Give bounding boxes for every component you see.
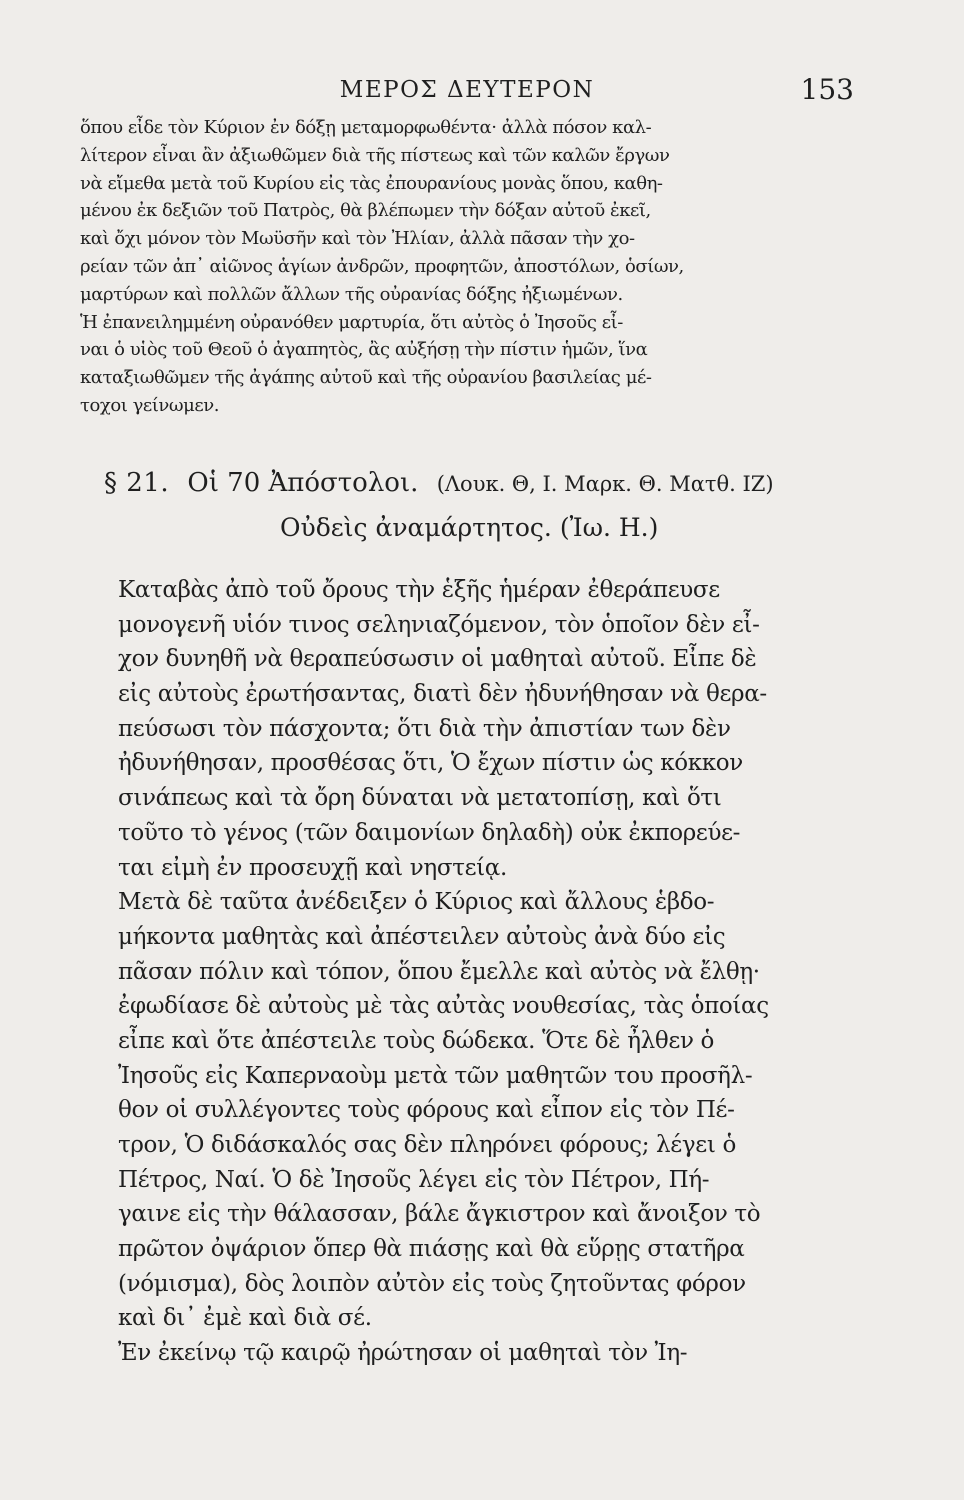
text-line: εἰς αὐτοὺς ἐρωτήσαντας, διατὶ δὲν ἠδυνήθησαν νὰ θερα- <box>118 681 767 708</box>
section-subheading: Οὐδεὶς ἀναμάρτητος. (Ἰω. Η.) <box>280 513 659 542</box>
text-line: μαρτύρων καὶ πολλῶν ἄλλων τῆς οὐρανίας δόξης ἠξιωμένων. <box>80 283 623 305</box>
text-line: νὰ εἴμεθα μετὰ τοῦ Κυρίου εἰς τὰς ἐπουρανίους μονὰς ὅπου, καθη- <box>80 172 663 194</box>
text-line: καὶ δι᾽ ἐμὲ καὶ διὰ σέ. <box>118 1305 372 1332</box>
text-line: Μετὰ δὲ ταῦτα ἀνέδειξεν ὁ Κύριος καὶ ἄλλους ἑβδο- <box>118 889 715 916</box>
text-line: ναι ὁ υἱὸς τοῦ Θεοῦ ὁ ἀγαπητὸς, ἂς αὐξήσῃ τὴν πίστιν ἡμῶν, ἵνα <box>80 339 648 361</box>
text-line: Καταβὰς ἀπὸ τοῦ ὄρους τὴν ἑξῆς ἡμέραν ἐθεράπευσε <box>118 577 720 603</box>
text-line: πᾶσαν πόλιν καὶ τόπον, ὅπου ἔμελλε καὶ αὐτὸς νὰ ἔλθῃ· <box>118 958 760 985</box>
text-line: γαινε εἰς τὴν θάλασσαν, βάλε ἄγκιστρον καὶ ἄνοιξον τὸ <box>118 1201 761 1228</box>
text-line: θον οἱ συλλέγοντες τοὺς φόρους καὶ εἶπον εἰς τὸν Πέ- <box>118 1097 735 1124</box>
text-line: μονογενῆ υἱόν τινος σεληνιαζόμενον, τὸν ὁποῖον δὲν εἶ- <box>118 611 760 638</box>
text-line: εἶπε καὶ ὅτε ἀπέστειλε τοὺς δώδεκα. Ὅτε δὲ ἦλθεν ὁ <box>118 1027 715 1054</box>
text-line: λίτερον εἶναι ἂν ἀξιωθῶμεν διὰ τῆς πίστεως καὶ τῶν καλῶν ἔργων <box>80 144 670 166</box>
running-head: ΜΕΡΟΣ ΔΕΥΤΕΡΟΝ <box>339 77 595 103</box>
section-title: Οἱ 70 Ἀπόστολοι. <box>187 468 419 498</box>
text-line: ρείαν τῶν ἀπ᾽ αἰῶνος ἁγίων ἀνδρῶν, προφητῶν, ἀποστόλων, ὁσίων, <box>80 255 684 277</box>
text-line: καὶ ὄχι μόνον τὸν Μωϋσῆν καὶ τὸν Ἠλίαν, ἀλλὰ πᾶσαν τὴν χο- <box>80 228 635 250</box>
text-line: (νόμισμα), δὸς λοιπὸν αὐτὸν εἰς τοὺς ζητοῦντας φόρον <box>118 1270 746 1297</box>
text-line: μήκοντα μαθητὰς καὶ ἀπέστειλεν αὐτοὺς ἀνὰ δύο εἰς <box>118 923 726 950</box>
text-line: τρον, Ὁ διδάσκαλός σας δὲν πληρόνει φόρους; λέγει ὁ <box>118 1132 736 1158</box>
text-line: χον δυνηθῆ νὰ θεραπεύσωσιν οἱ μαθηταὶ αὐτοῦ. Εἶπε δὲ <box>118 646 757 673</box>
page-number: 153 <box>800 73 854 106</box>
text-line: Ἰησοῦς εἰς Καπερναοὺμ μετὰ τῶν μαθητῶν του προσῆλ- <box>118 1062 753 1089</box>
text-line: ὅπου εἶδε τὸν Κύριον ἐν δόξῃ μεταμορφωθέντα· ἀλλὰ πόσον καλ- <box>80 117 652 138</box>
text-line: ται εἰμὴ ἐν προσευχῇ καὶ νηστείᾳ. <box>118 854 507 881</box>
text-line: Πέτρος, Ναί. Ὁ δὲ Ἰησοῦς λέγει εἰς τὸν Πέτρον, Πή- <box>118 1166 710 1193</box>
text-line: ἠδυνήθησαν, προσθέσας ὅτι, Ὁ ἔχων πίστιν ὡς κόκκον <box>118 750 743 777</box>
body-text <box>118 573 850 1371</box>
text-line: μένου ἐκ δεξιῶν τοῦ Πατρὸς, θὰ βλέπωμεν τὴν δόξαν αὐτοῦ ἐκεῖ, <box>80 200 651 222</box>
page-header <box>80 70 854 110</box>
text-line: τοχοι γείνωμεν. <box>80 394 220 416</box>
text-line: ἐφωδίασε δὲ αὐτοὺς μὲ τὰς αὐτὰς νουθεσίας, τὰς ὁποίας <box>118 993 769 1020</box>
text-line: Ἐν ἐκείνῳ τῷ καιρῷ ἠρώτησαν οἱ μαθηταὶ τὸν Ἰη- <box>118 1340 688 1367</box>
section-reference: (Λουκ. Θ, Ι. Μαρκ. Θ. Ματθ. ΙΖ) <box>436 472 774 496</box>
text-line: πρῶτον ὀψάριον ὅπερ θὰ πιάσῃς καὶ θὰ εὕρῃς στατῆρα <box>118 1236 745 1263</box>
text-line: πεύσωσι τὸν πάσχοντα; ὅτι διὰ τὴν ἀπιστίαν των δὲν <box>118 715 731 742</box>
section-number: § 21. <box>104 468 170 498</box>
text-line: σινάπεως καὶ τὰ ὄρη δύναται νὰ μετατοπίσῃ, καὶ ὅτι <box>118 785 722 812</box>
text-line: καταξιωθῶμεν τῆς ἀγάπης αὐτοῦ καὶ τῆς οὐρανίου βασιλείας μέ- <box>80 367 652 389</box>
text-line: Ἡ ἐπανειλημμένη οὐρανόθεν μαρτυρία, ὅτι αὐτὸς ὁ Ἰησοῦς εἶ- <box>80 311 623 333</box>
top-paragraph <box>80 114 853 420</box>
section-heading <box>104 462 864 504</box>
text-line: τοῦτο τὸ γένος (τῶν δαιμονίων δηλαδὴ) οὐκ ἐκπορεύε- <box>118 819 741 846</box>
